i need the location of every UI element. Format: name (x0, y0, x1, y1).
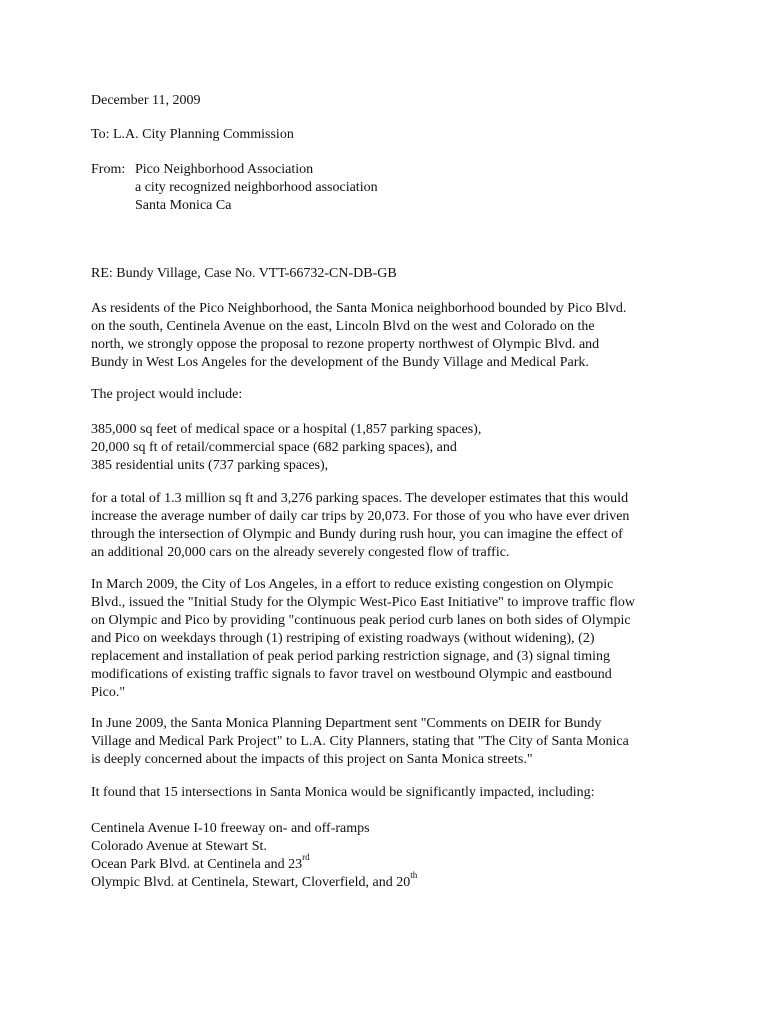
paragraph-traffic-estimate (91, 490, 691, 562)
ordinal-suffix: th (410, 870, 418, 881)
paragraph-line: on Olympic and Pico by providing "continuous peak period curb lanes on both sides of Olympic (91, 613, 631, 628)
paragraph-line: through the intersection of Olympic and Bundy during rush hour, you can imagine the effect of (91, 527, 623, 542)
paragraph-line: an additional 20,000 cars on the already severely congested flow of traffic. (91, 545, 510, 560)
paragraph-line: is deeply concerned about the impacts of this project on Santa Monica streets." (91, 752, 533, 767)
sender-description: a city recognized neighborhood association (135, 180, 378, 195)
project-list-item: 385 residential units (737 parking spaces), (91, 458, 329, 473)
paragraph-line: modifications of existing traffic signals to favor travel on westbound Olympic and eastbound (91, 667, 612, 682)
paragraph-initial-study (91, 576, 691, 702)
intersection-item: Olympic Blvd. at Centinela, Stewart, Cloverfield, and 20th (91, 870, 418, 890)
from-label: From: (91, 162, 126, 177)
recipient-line (91, 126, 691, 144)
project-list-item: 20,000 sq ft of retail/commercial space (682 parking spaces), and (91, 440, 457, 455)
paragraph-line: It found that 15 intersections in Santa Monica would be significantly impacted, including: (91, 785, 595, 800)
paragraph-line: north, we strongly oppose the proposal to rezone property northwest of Olympic Blvd. and (91, 337, 600, 352)
paragraph-line: Pico." (91, 685, 126, 700)
paragraph-line: In March 2009, the City of Los Angeles, in a effort to reduce existing congestion on Olympic (91, 577, 614, 592)
paragraph-intersections-intro (91, 784, 691, 802)
paragraph-line: Blvd., issued the "Initial Study for the Olympic West-Pico East Initiative" to improve traffic flow (91, 595, 636, 610)
paragraph-line: In June 2009, the Santa Monica Planning Department sent "Comments on DEIR for Bundy (91, 716, 602, 731)
letter-date (91, 92, 691, 110)
sender-block (91, 161, 691, 215)
intersection-item: Colorado Avenue at Stewart St. (91, 839, 267, 854)
paragraph-line: on the south, Centinela Avenue on the east, Lincoln Blvd on the west and Colorado on the (91, 319, 595, 334)
paragraph-opposition (91, 300, 691, 372)
intersection-item: Centinela Avenue I-10 freeway on- and off-ramps (91, 821, 370, 836)
ordinal-suffix: rd (302, 852, 310, 863)
paragraph-line: As residents of the Pico Neighborhood, the Santa Monica neighborhood bounded by Pico Blvd. (91, 301, 627, 316)
project-intro (91, 386, 691, 404)
sender-name: Pico Neighborhood Association (135, 162, 314, 177)
paragraph-santa-monica-comments (91, 715, 691, 769)
sender-location: Santa Monica Ca (135, 198, 232, 213)
date-text: December 11, 2009 (91, 93, 201, 108)
project-list (91, 421, 691, 475)
subject-text: RE: Bundy Village, Case No. VTT-66732-CN-DB-GB (91, 266, 397, 281)
project-list-item: 385,000 sq feet of medical space or a hospital (1,857 parking spaces), (91, 422, 482, 437)
project-intro-text: The project would include: (91, 387, 243, 402)
paragraph-line: Village and Medical Park Project" to L.A. City Planners, stating that "The City of Santa Monica (91, 734, 629, 749)
subject-line (91, 265, 691, 283)
paragraph-line: replacement and installation of peak period parking restriction signage, and (3) signal timing (91, 649, 611, 664)
paragraph-line: for a total of 1.3 million sq ft and 3,276 parking spaces. The developer estimates that this would (91, 491, 629, 506)
paragraph-line: and Pico on weekdays through (1) restriping of existing roadways (without widening), (2) (91, 631, 595, 646)
paragraph-line: increase the average number of daily car trips by 20,073. For those of you who have ever driven (91, 509, 630, 524)
recipient-text: To: L.A. City Planning Commission (91, 127, 294, 142)
intersection-item: Ocean Park Blvd. at Centinela and 23rd (91, 852, 310, 872)
paragraph-line: Bundy in West Los Angeles for the development of the Bundy Village and Medical Park. (91, 355, 589, 370)
intersection-list (91, 820, 691, 892)
